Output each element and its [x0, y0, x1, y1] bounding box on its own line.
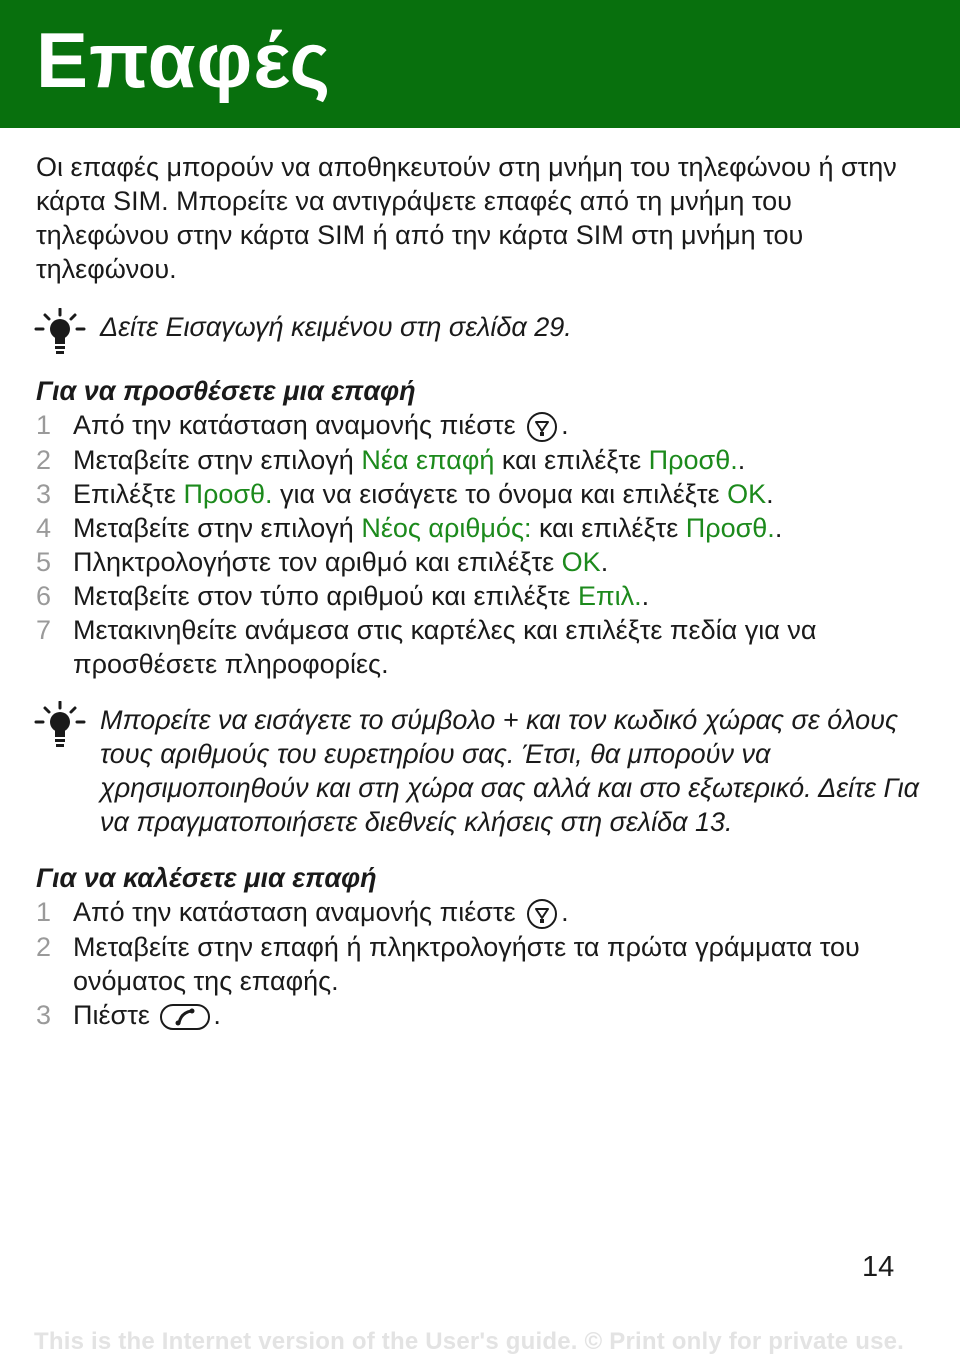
call-contact-steps	[36, 895, 926, 1032]
step-text: Μεταβείτε στον τύπο αριθμού και επιλέξτε	[73, 580, 578, 611]
tip-bulb-icon	[34, 308, 86, 358]
step-text: Μεταβείτε στην επαφή ή πληκτρολογήστε τα πρώτα γράμματα του ονόματος της επαφής.	[73, 931, 860, 996]
call-key-icon	[159, 1003, 211, 1031]
step-item	[36, 443, 926, 477]
step-number: 3	[36, 478, 52, 509]
title-banner	[0, 0, 960, 128]
softkey-add: Προσθ.	[685, 512, 775, 543]
step-item	[36, 511, 926, 545]
navigation-key-icon	[525, 898, 559, 930]
page-title: Επαφές	[36, 16, 332, 104]
step-end: .	[561, 896, 569, 927]
step-number: 1	[36, 410, 52, 440]
softkey-ok: OK	[727, 478, 767, 509]
step-text: Μεταβείτε στην επιλογή	[73, 444, 362, 475]
navigation-key-icon	[525, 411, 559, 443]
step-end: .	[561, 410, 569, 440]
step-text: Μεταβείτε στην επιλογή	[73, 512, 362, 543]
step-number: 2	[36, 444, 52, 475]
step-end: .	[774, 512, 783, 543]
step-end: .	[766, 478, 774, 509]
step-end: .	[641, 580, 650, 611]
step-text: Από την κατάσταση αναμονής πιέστε	[73, 896, 516, 927]
call-contact-heading: Για να καλέσετε μια επαφή	[36, 862, 377, 893]
step-item	[36, 545, 926, 579]
step-text: και επιλέξτε	[531, 512, 686, 543]
step-item	[36, 613, 926, 681]
step-end: .	[600, 546, 609, 577]
add-contact-heading: Για να προσθέσετε μια επαφή	[36, 376, 416, 406]
menu-option-new-number: Νέος αριθμός:	[361, 512, 532, 543]
step-text: Πληκτρολογήστε τον αριθμό και επιλέξτε	[73, 546, 562, 577]
step-number: 5	[36, 546, 52, 577]
menu-option-new-contact: Νέα επαφή	[361, 444, 495, 475]
step-number: 2	[36, 931, 52, 962]
tip-bulb-icon	[34, 701, 86, 751]
step-end: .	[737, 444, 746, 475]
softkey-ok: OK	[561, 546, 601, 577]
step-item	[36, 930, 926, 998]
step-item	[36, 579, 926, 613]
page-number: 14	[862, 1251, 895, 1283]
tip-text: Μπορείτε να εισάγετε το σύμβολο + και τον κωδικό χώρας σε όλους τους αριθμούς του ευρετηρίου σας. Έτσι, θα μπορούν να χρησιμοποιηθούν και στη χώρα σας αλλά και στο εξωτερικό. Δείτε Για να πραγματοποιήσετε διεθνείς κλήσεις στη σελίδα 13.	[100, 704, 920, 837]
step-text: Πιέστε	[73, 999, 150, 1030]
tip-note	[36, 310, 926, 344]
softkey-add: Προσθ.	[648, 444, 738, 475]
step-item	[36, 998, 926, 1032]
step-number: 4	[36, 512, 52, 543]
footer-notice: This is the Internet version of the User's guide. © Print only for private use.	[34, 1328, 905, 1355]
step-text: Επιλέξτε	[73, 478, 184, 509]
step-number: 7	[36, 614, 52, 645]
step-text: Από την κατάσταση αναμονής πιέστε	[73, 410, 516, 440]
intro-paragraph: Οι επαφές μπορούν να αποθηκευτούν στη μνήμη του τηλεφώνου ή στην κάρτα SIM. Μπορείτε να αντιγράψετε επαφές από τη μνήμη του τηλεφώνου στην κάρτα SIM ή από την κάρτα SIM στη μνήμη του τηλεφώνου.	[36, 152, 897, 284]
softkey-select: Επιλ.	[577, 580, 642, 611]
step-text: Μετακινηθείτε ανάμεσα στις καρτέλες και επιλέξτε πεδία για να προσθέσετε πληροφορίες.	[73, 614, 817, 679]
step-number: 1	[36, 896, 52, 927]
step-text: και επιλέξτε	[494, 444, 649, 475]
step-text: για να εισάγετε το όνομα και επιλέξτε	[272, 478, 728, 509]
step-item	[36, 895, 926, 930]
step-item	[36, 408, 926, 443]
step-end: .	[213, 999, 221, 1030]
step-item	[36, 477, 926, 511]
tip-note	[36, 703, 926, 839]
step-number: 6	[36, 580, 52, 611]
page-content	[36, 150, 926, 1032]
step-number: 3	[36, 999, 52, 1030]
add-contact-steps	[36, 408, 926, 681]
tip-text: Δείτε Εισαγωγή κειμένου στη σελίδα 29.	[100, 312, 572, 342]
softkey-add: Προσθ.	[183, 478, 273, 509]
